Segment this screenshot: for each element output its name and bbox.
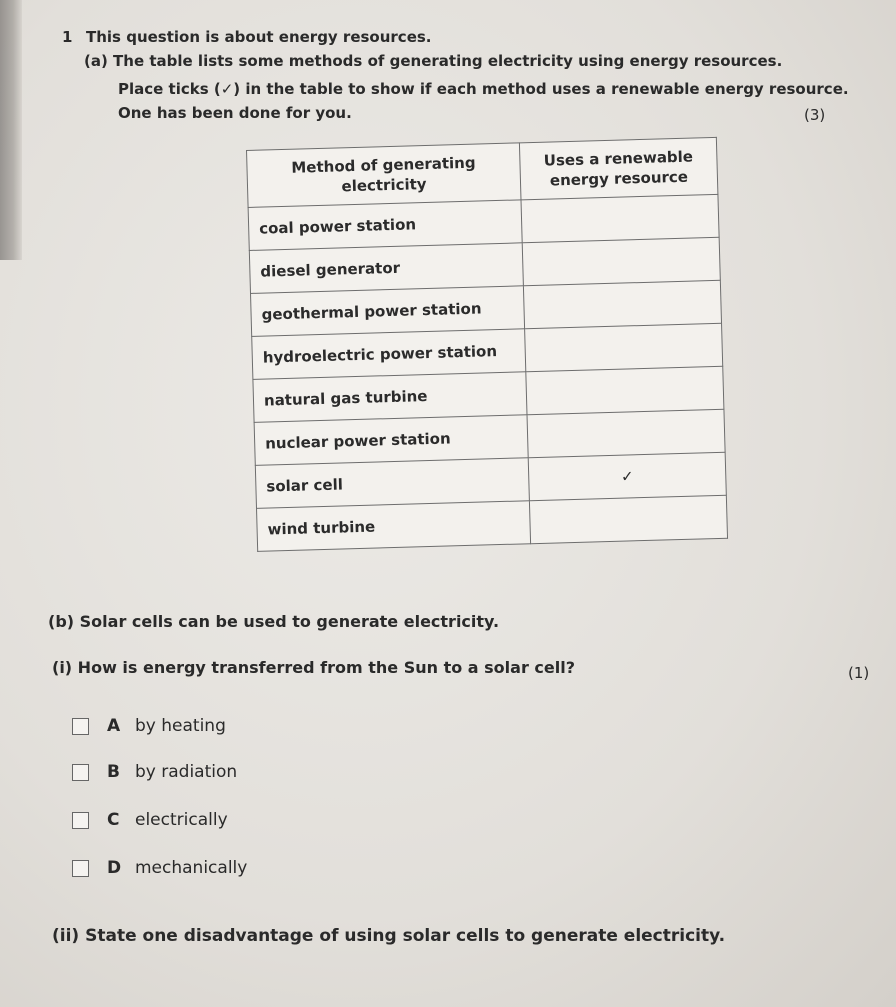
option-letter: D (107, 858, 122, 878)
energy-methods-table (246, 137, 728, 552)
option-d[interactable] (72, 858, 247, 878)
option-b[interactable] (72, 762, 237, 782)
part-b-i-marks: (1) (848, 664, 870, 682)
part-a-instruction-2: One has been done for you. (118, 104, 352, 122)
option-c[interactable] (72, 810, 228, 830)
part-b-title: (b) Solar cells can be used to generate electricity. (48, 612, 500, 631)
method-cell: natural gas turbine (253, 372, 527, 423)
option-letter: B (107, 762, 120, 782)
part-a-marks: (3) (804, 106, 826, 124)
renewable-answer-cell[interactable] (525, 323, 723, 371)
method-cell: wind turbine (257, 501, 531, 552)
option-letter: A (107, 716, 121, 736)
method-cell: nuclear power station (254, 415, 528, 466)
book-spine-shadow (0, 0, 22, 260)
header-method: Method of generating electricity (247, 143, 521, 208)
option-letter: C (107, 810, 120, 830)
question-number: 1 (62, 28, 73, 46)
option-c-checkbox[interactable] (72, 812, 89, 829)
part-a-instruction: Place ticks (✓) in the table to show if each method uses a renewable energy resource. (118, 80, 849, 98)
part-a-text: (a) The table lists some methods of generating electricity using energy resources. (84, 52, 783, 70)
option-d-checkbox[interactable] (72, 860, 89, 877)
renewable-answer-cell[interactable] (527, 409, 725, 457)
part-b-i-question: (i) How is energy transferred from the Sun to a solar cell? (52, 658, 575, 677)
header-renewable: Uses a renewable energy resource (519, 137, 718, 199)
option-text: by radiation (135, 762, 238, 782)
renewable-answer-cell[interactable] (521, 194, 719, 242)
tick-mark-icon[interactable]: ✓ (528, 452, 726, 500)
part-b-ii-question: (ii) State one disadvantage of using solar cells to generate electricity. (52, 926, 726, 946)
renewable-answer-cell[interactable] (529, 495, 727, 543)
renewable-answer-cell[interactable] (522, 237, 720, 285)
method-cell: coal power station (248, 200, 522, 251)
method-cell: hydroelectric power station (252, 329, 526, 380)
method-cell: geothermal power station (251, 286, 525, 337)
option-b-checkbox[interactable] (72, 764, 89, 781)
option-text: by heating (135, 716, 226, 736)
question-intro: This question is about energy resources. (86, 28, 432, 46)
renewable-answer-cell[interactable] (526, 366, 724, 414)
option-text: mechanically (135, 858, 248, 878)
option-text: electrically (135, 810, 228, 830)
option-a-checkbox[interactable] (72, 718, 89, 735)
method-cell: diesel generator (249, 243, 523, 294)
method-cell: solar cell (255, 458, 529, 509)
renewable-answer-cell[interactable] (523, 280, 721, 328)
option-a[interactable] (72, 716, 226, 736)
